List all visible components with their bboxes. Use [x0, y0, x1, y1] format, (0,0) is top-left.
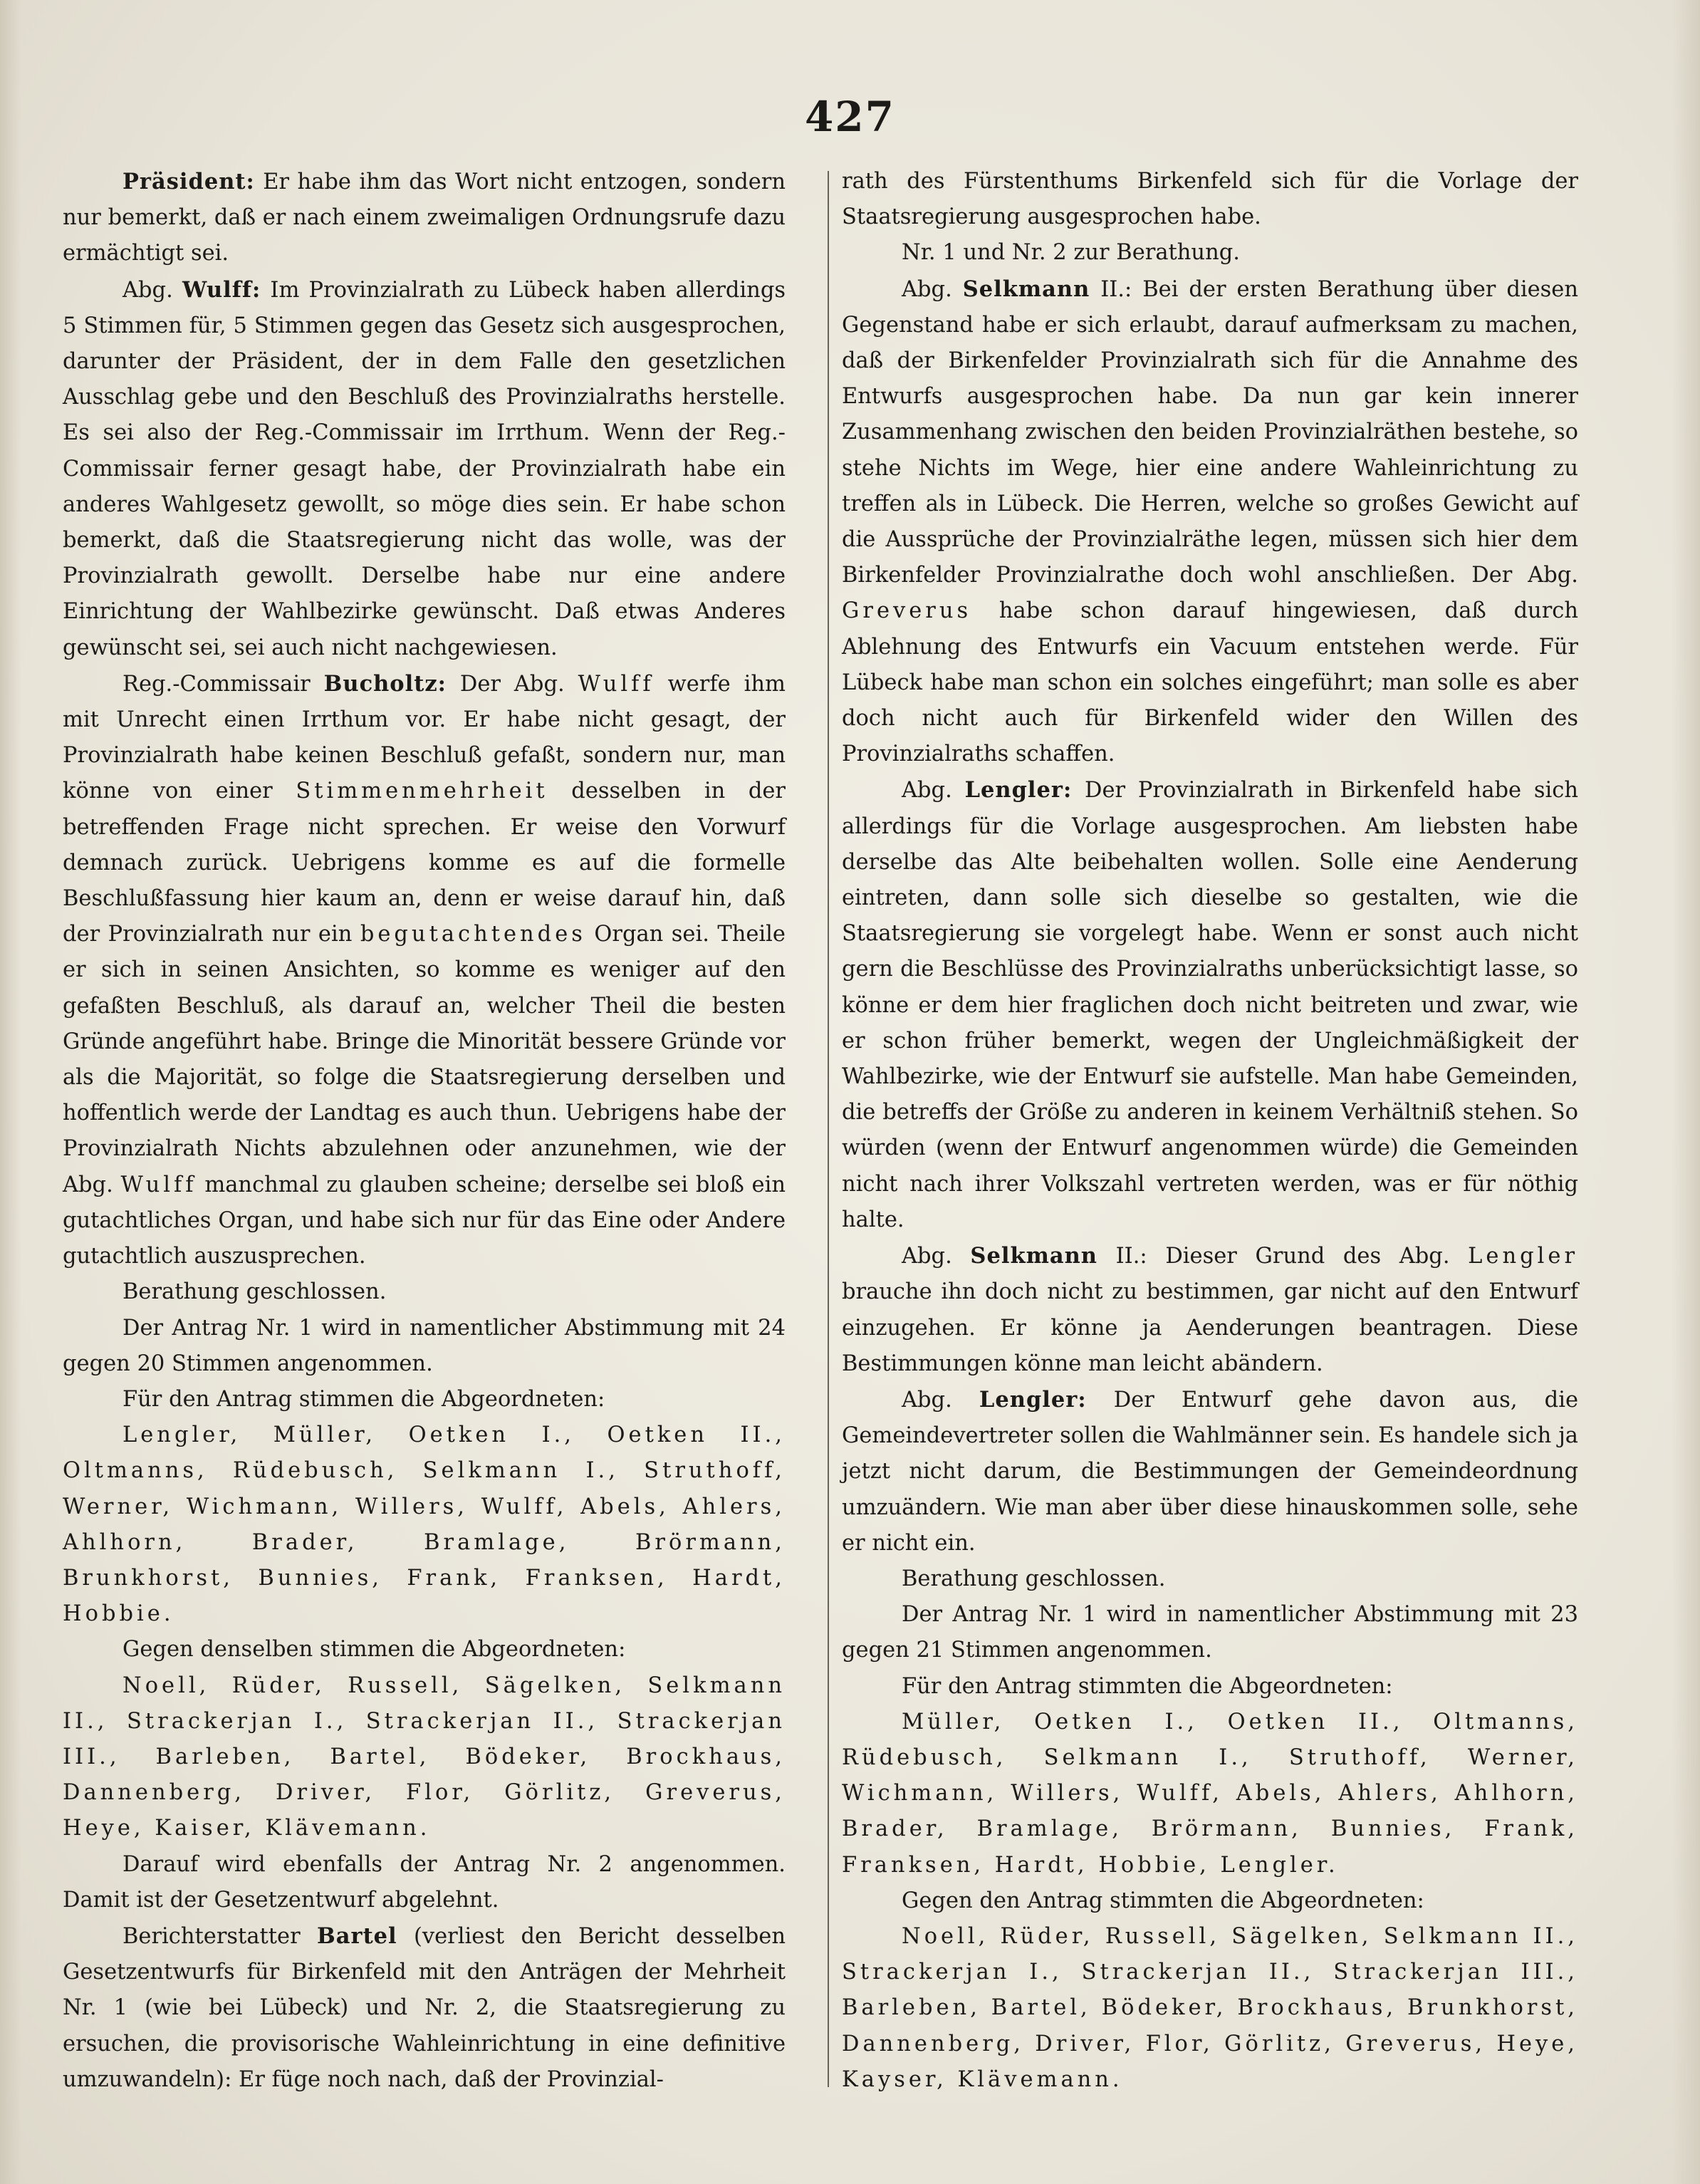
spaced-name: Wulff [120, 1172, 197, 1197]
paragraph-for-heading: Für den Antrag stimmen die Abgeordneten: [122, 1386, 605, 1412]
paragraph-text: manchmal zu glauben scheine; derselbe sei bloß ein gutachtliches Organ, und habe sich nur für das Eine oder Andere gutachtlich auszusprechen. [63, 1172, 786, 1269]
name-list-against: Noell, Rüder, Russell, Sägelken, Selkmann II., Strackerjan I., Strackerjan II., Strackerjan III., Barleben, Bartel, Bödeker, Brockhaus, Dannenberg, Driver, Flor, Görlitz, Greverus, Heye, Kaiser, Klävemann. [63, 1673, 786, 1841]
spaced-name: Wulff [578, 671, 655, 697]
speaker-prefix: Reg.-Commissair [122, 671, 324, 697]
paragraph-text: werfe ihm mit Unrecht einen Irrthum vor. Er habe nicht gesagt, der Provinzialrath habe keinen Beschluß gefaßt, sondern nur, man könne von einer [63, 671, 786, 804]
speaker-prefix: Abg. [902, 276, 963, 302]
spaced-name: Lengler [1468, 1244, 1579, 1269]
speaker-suffix: II.: [1090, 276, 1132, 302]
speaker-prefix: Berichterstatter [122, 1923, 317, 1949]
speaker-name: Selkmann [970, 1243, 1097, 1269]
paragraph-agenda: Nr. 1 und Nr. 2 zur Berathung. [902, 240, 1240, 266]
speaker-prefix: Abg. [902, 1387, 979, 1413]
paragraph-praesident [63, 164, 786, 272]
paragraph-berathung-closed: Berathung geschlossen. [902, 1566, 1166, 1591]
spaced-emphasis: begutachtendes [360, 922, 586, 947]
paragraph-text: Bei der ersten Berathung über diesen Gegenstand habe er sich erlaubt, darauf aufmerksam zu machen, daß der Birkenfelder Provinzialrath sich für die Annahme des Entwurfs ausgesprochen habe. Da nun gar kein innerer Zusammenhang zwischen den beiden Provinzialräthen bestehe, so stehe Nichts im Wege, hier eine andere Wahleinrichtung zu treffen als in Lübeck. Die Herren, welche so großes Gewicht auf die Aussprüche der Provinzialräthe legen, müssen sich hier dem Birkenfelder Provinzialrathe doch wohl anschließen. Der Abg. [842, 276, 1579, 588]
paragraph-text: brauche ihn doch nicht zu bestimmen, gar nicht auf den Entwurf einzugehen. Er könne ja Aenderungen beantragen. Diese Bestimmungen könne man leicht abändern. [842, 1279, 1578, 1376]
speaker-name: Lengler: [964, 777, 1073, 804]
left-column [63, 164, 786, 2098]
paragraph-text: Im Provinzialrath zu Lübeck haben allerdings 5 Stimmen für, 5 Stimmen gegen das Gesetz sich ausgesprochen, darunter der Präsident, der in dem Falle den gesetzlichen Ausschlag gebe und den Beschluß des Provinzialraths herstelle. Es sei also der Reg.-Commissair im Irrthum. Wenn der Reg.-Commissair ferner gesagt habe, der Provinzialrath habe ein anderes Wahlgesetz gewollt, so möge dies sein. Er habe schon bemerkt, daß die Staatsregierung nicht das wolle, was der Provinzialrath gewollt. Derselbe habe nur eine andere Einrichtung der Wahlbezirke gewünscht. Daß etwas Anderes gewünscht sei, sei auch nicht nachgewiesen. [63, 277, 786, 660]
paragraph-text: Dieser Grund des Abg. [1147, 1244, 1469, 1269]
column-divider [828, 171, 829, 2087]
paragraph-lengler-2 [842, 1382, 1578, 1561]
paragraph-text: Der Provinzialrath in Birkenfeld habe sich allerdings für die Vorlage ausgesprochen. Am liebsten habe derselbe das Alte beibehalten wollen. Solle eine Aenderung eintreten, dann solle sich dieselbe so gestalten, wie die Staatsregierung sie vorgelegt habe. Wenn er sonst auch nicht gern die Beschlüsse des Provinzialraths unberücksichtigt lasse, so könne er dem hier fraglichen doch nicht beitreten und zwar, wie er schon früher bemerkt, wegen der Ungleichmäßigkeit der Wahlbezirke, wie der Entwurf sie aufstelle. Man habe Gemeinden, die betreffs der Größe zu anderen in keinem Verhältniß stehen. So würden (wenn der Entwurf angenommen würde) die Gemeinden nicht nach ihrer Volkszahl vertreten werden, was er für nöthig halte. [842, 778, 1578, 1232]
paragraph-text: desselben in der betreffenden Frage nicht sprechen. Er weise den Vorwurf demnach zurück. Uebrigens komme es auf die formelle Beschlußfassung hier kaum an, denn er weise darauf hin, daß der Provinzialrath nur ein [63, 779, 786, 947]
paragraph-vote-result: Der Antrag Nr. 1 wird in namentlicher Abstimmung mit 24 gegen 20 Stimmen angenommen. [63, 1315, 786, 1376]
paragraph-bartel [63, 1918, 786, 2098]
paragraph-selkmann-1 [842, 271, 1578, 773]
paragraph-wulff [63, 272, 786, 666]
speaker-prefix: Abg. [902, 1244, 971, 1269]
name-list-against: Noell, Rüder, Russell, Sägelken, Selkmann II., Strackerjan I., Strackerjan II., Strackerjan III., Barleben, Bartel, Bödeker, Brockhaus, Brunkhorst, Dannenberg, Driver, Flor, Görlitz, Greverus, Heye, Kayser, Klävemann. [842, 1923, 1578, 2092]
paragraph-text: (verliest den Bericht desselben Gesetzentwurfs für Birkenfeld mit den Anträgen der Mehrheit Nr. 1 (wie bei Lübeck) und Nr. 2, die Staatsregierung zu ersuchen, die provisorische Wahleinrichtung in eine definitive umzuwandeln): Er füge noch nach, daß der Provinzial- [63, 1923, 786, 2092]
speaker-name: Wulff: [182, 276, 261, 303]
paragraph-against-heading: Gegen denselben stimmen die Abgeordneten: [122, 1637, 626, 1663]
paragraph-selkmann-2 [842, 1238, 1578, 1382]
speaker-name: Lengler: [979, 1386, 1087, 1413]
paragraph-text: Der Abg. [446, 671, 578, 697]
speaker-name: Präsident: [122, 169, 255, 194]
spaced-emphasis: Stimmenmehrheit [296, 779, 548, 804]
paragraph-against-heading: Gegen den Antrag stimmten die Abgeordneten: [902, 1888, 1424, 1913]
page-edge-right [1672, 0, 1700, 2184]
paragraph-for-heading: Für den Antrag stimmten die Abgeordneten: [902, 1673, 1393, 1699]
speaker-name: Selkmann [962, 276, 1090, 302]
paragraph-text: habe schon darauf hingewiesen, daß durch Ablehnung des Entwurfs ein Vacuum entstehen werde. Für Lübeck habe man schon ein solches eingeführt; man solle es aber doch nicht auch für Birkenfeld wider den Willen des Provinzialraths schaffen. [842, 598, 1578, 767]
speaker-name: Bartel [316, 1923, 397, 1949]
name-list-for: Müller, Oetken I., Oetken II., Oltmanns, Rüdebusch, Selkmann I., Struthoff, Werner, Wichmann, Willers, Wulff, Abels, Ahlers, Ahlhorn, Brader, Bramlage, Brörmann, Bunnies, Frank, Franksen, Hardt, Hobbie, Lengler. [842, 1709, 1578, 1878]
speaker-prefix: Abg. [122, 277, 182, 303]
paragraph-motion-2: Darauf wird ebenfalls der Antrag Nr. 2 angenommen. Damit ist der Gesetzentwurf abgelehnt. [63, 1851, 786, 1913]
paragraph-vote-result: Der Antrag Nr. 1 wird in namentlicher Abstimmung mit 23 gegen 21 Stimmen angenommen. [842, 1602, 1578, 1663]
paragraph-text: Organ sei. Theile er sich in seinen Ansichten, so komme es weniger auf den gefaßten Beschluß, als darauf an, welcher Theil die besten Gründe angeführt habe. Bringe die Minorität bessere Gründe vor als die Majorität, so folge die Staatsregierung derselben und hoffentlich werde der Landtag es auch thun. Uebrigens habe der Provinzialrath Nichts abzulehnen oder anzunehmen, wie der Abg. [63, 922, 786, 1197]
speaker-prefix: Abg. [902, 778, 965, 804]
speaker-name: Bucholtz: [323, 670, 447, 697]
paragraph-lengler-1 [842, 772, 1578, 1238]
speaker-suffix: II.: [1097, 1244, 1147, 1269]
page-number: 427 [804, 93, 896, 141]
name-list-for: Lengler, Müller, Oetken I., Oetken II., Oltmanns, Rüdebusch, Selkmann I., Struthoff, Werner, Wichmann, Willers, Wulff, Abels, Ahlers, Ahlhorn, Brader, Bramlage, Brörmann, Brunkhorst, Bunnies, Frank, Franksen, Hardt, Hobbie. [63, 1423, 786, 1627]
paragraph-text: Er habe ihm das Wort nicht entzogen, sondern nur bemerkt, daß er nach einem zweimaligen Ordnungsrufe dazu ermächtigt sei. [63, 170, 786, 266]
paragraph-berathung-closed: Berathung geschlossen. [122, 1279, 387, 1305]
paragraph-continuation: rath des Fürstenthums Birkenfeld sich für die Vorlage der Staatsregierung ausgesprochen habe. [842, 169, 1578, 230]
page-edge-left [0, 0, 21, 2184]
right-column [842, 164, 1578, 2098]
spaced-name: Greverus [842, 598, 972, 624]
paragraph-bucholtz [63, 666, 786, 1274]
paragraph-text: Der Entwurf gehe davon aus, die Gemeindevertreter sollen die Wahlmänner sein. Es handele sich ja jetzt nicht darum, die Bestimmungen der Gemeindeordnung umzuändern. Wie man aber über diese hinauskommen solle, sehe er nicht ein. [842, 1387, 1578, 1556]
